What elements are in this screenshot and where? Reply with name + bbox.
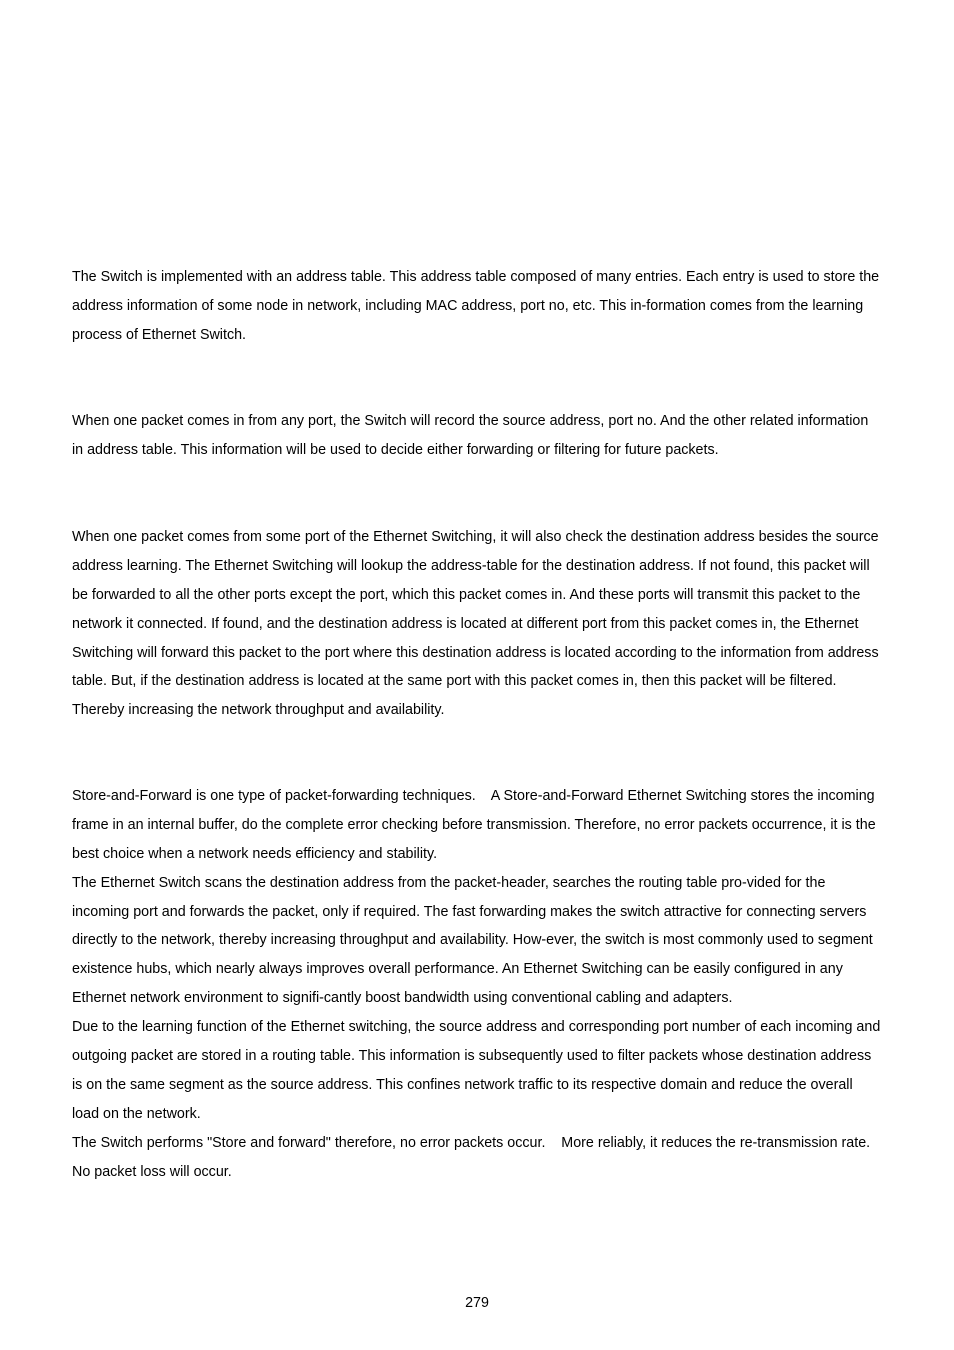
text-line: is on the same segment as the source address. This confines network traffic to its respective domain and reduce the overall (72, 1076, 853, 1093)
text-line: outgoing packet are stored in a routing table. This information is subsequently used to filter packets whose destination address (72, 1048, 872, 1065)
paragraph-forwarding-filtering (72, 523, 890, 725)
text-line: network it connected. If found, and the destination address is located at different port from this packet comes in, the Ethernet (72, 615, 859, 632)
text-line: existence hubs, which nearly always improves overall performance. An Ethernet Switching can be easily configured in any (72, 961, 843, 978)
text-line: incoming port and forwards the packet, only if required. The fast forwarding makes the switch attractive for connecting servers (72, 903, 867, 920)
paragraph-store-and-forward (72, 782, 890, 1186)
text-line: best choice when a network needs efficiency and stability. (72, 845, 438, 862)
text-line: When one packet comes in from any port, the Switch will record the source address, port no. And the other related information (72, 413, 869, 429)
text-line: No packet loss will occur. (72, 1163, 232, 1180)
text-line: Switching will forward this packet to the port where this destination address is located according to the information from address (72, 644, 879, 661)
text-line: Ethernet network environment to signifi-cantly boost bandwidth using conventional cabling and adapters. (72, 990, 733, 1007)
text-line: The Ethernet Switch scans the destination address from the packet-header, searches the routing table pro-vided for the (72, 874, 826, 891)
text-line: load on the network. (72, 1105, 201, 1122)
text-line: When one packet comes from some port of the Ethernet Switching, it will also check the destination address besides the source (72, 529, 879, 545)
text-line: in address table. This information will be used to decide either forwarding or filtering for future packets. (72, 441, 719, 458)
text-line: The Switch is implemented with an address table. This address table composed of many entries. Each entry is used to store the (72, 269, 880, 285)
paragraph-learning (72, 407, 890, 465)
page-number: 279 (465, 1295, 489, 1311)
text-line: process of Ethernet Switch. (72, 326, 247, 343)
text-line: Store-and-Forward is one type of packet-forwarding techniques. A Store-and-Forward Ethernet Switching stores the incoming (72, 788, 875, 804)
text-line: frame in an internal buffer, do the complete error checking before transmission. Therefore, no error packets occurrence, it is the (72, 816, 876, 833)
text-line: Thereby increasing the network throughput and availability. (72, 702, 445, 719)
text-line: address information of some node in network, including MAC address, port no, etc. This in-formation comes from the learning (72, 297, 864, 314)
text-line: directly to the network, thereby increasing throughput and availability. How-ever, the switch is most commonly used to segment (72, 932, 873, 949)
text-line: The Switch performs "Store and forward" therefore, no error packets occur. More reliably, it reduces the re-transmission rate. (72, 1134, 871, 1151)
text-line: address learning. The Ethernet Switching will lookup the address-table for the destination address. If not found, this packet will (72, 557, 870, 574)
paragraph-address-table (72, 263, 890, 350)
text-line: Due to the learning function of the Ethernet switching, the source address and corresponding port number of each incoming and (72, 1019, 881, 1036)
text-line: table. But, if the destination address is located at the same port with this packet comes in, then this packet will be filtered. (72, 673, 837, 690)
text-line: be forwarded to all the other ports except the port, which this packet comes in. And these ports will transmit this packet to the (72, 586, 861, 603)
